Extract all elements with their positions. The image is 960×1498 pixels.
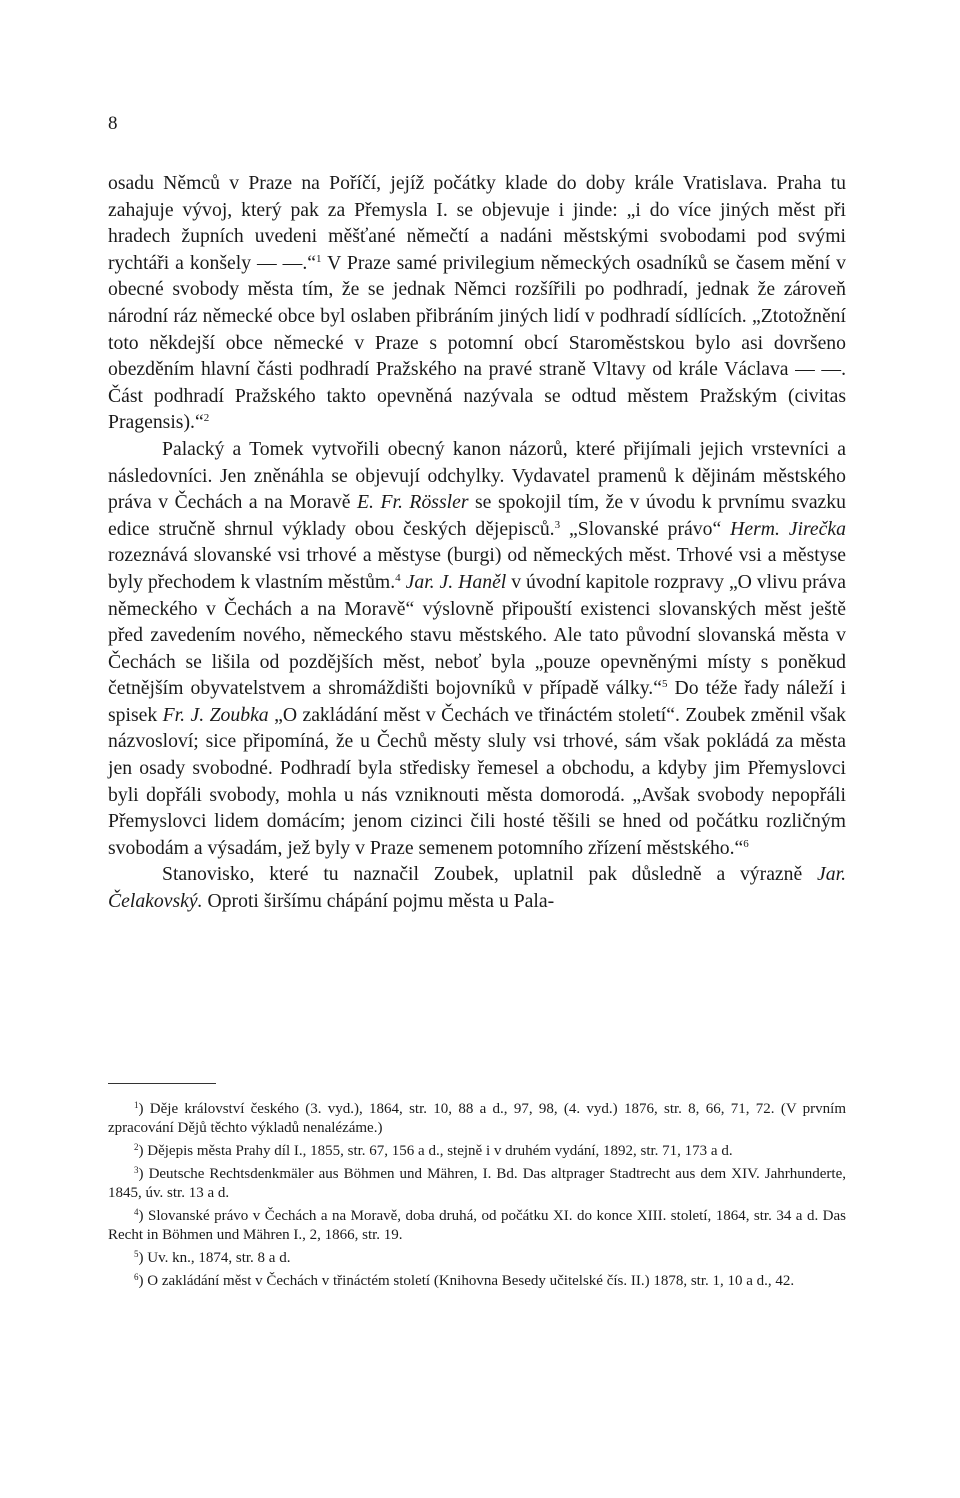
footnote-text: Uv. kn., 1874, str. 8 a d. — [147, 1250, 291, 1266]
footnote-mark: 6 — [134, 1272, 139, 1282]
footnote — [108, 1207, 846, 1245]
paragraph — [108, 436, 846, 862]
author-name: Jar. J. Haněl — [405, 570, 507, 593]
footnote-text: Slovanské právo v Čechách a na Moravě, doba druhá, od počátku XI. do konce XIII. století, 1864, str. 34 a d. Das Recht in Böhmen und Mähren I., 2, 1866, str. 19. — [108, 1208, 846, 1243]
footnote-reference: 5 — [661, 678, 668, 691]
footnote-mark: 4 — [134, 1207, 139, 1217]
page-number: 8 — [108, 113, 118, 134]
footnote-reference: 4 — [395, 571, 401, 584]
footnote-mark: 1 — [134, 1100, 139, 1110]
footnote — [108, 1100, 846, 1138]
text-run: „Slovanské právo“ — [560, 517, 731, 540]
text-run: Palacký a Tomek vytvořili obecný kanon názorů, které přijímali jejich vrstevníci a následovníci. Jen zněnáhla se objevují odchylky. Vydavatel pramenů k dějinám městského práva v Čechách a na Moravě — [108, 437, 846, 514]
text-run: Stanovisko, které tu naznačil Zoubek, uplatnil pak důsledně a výrazně — [162, 863, 818, 886]
body-text — [108, 170, 846, 915]
author-name: Herm. Jirečka — [730, 517, 846, 540]
footnote-reference: 2 — [203, 412, 210, 425]
text-run: V Praze samé privilegium německých osadníků se časem mění v obecné svobody města tím, že se jednak Němci rozšířili po podhradí, jednak že zároveň národní ráz německé obce byl oslaben přibráním jiných lidí v podhradí sídlících. „Ztotožnění toto někdejší obce německé v Praze s potomní obcí Staroměstskou bylo asi dovršeno obezděním hlavní části podhradí Pražského na pravé straně Vltavy od krále Václava — —. Část podhradí Pražského takto opevněná nazývala se odtud městem Pražským (civitas Pragensis).“ — [108, 251, 847, 434]
footnote-mark-paren: ) — [138, 1101, 150, 1117]
footnote — [108, 1272, 846, 1291]
footnote-mark: 2 — [134, 1142, 139, 1152]
text-run: Do téže řady náleží i spisek — [108, 677, 847, 726]
footnote-text: O zakládání měst v Čechách v třináctém století (Knihovna Besedy učitelské čís. II.) 1878, str. 1, 10 a d., 42. — [147, 1273, 795, 1289]
footnote — [108, 1142, 846, 1161]
footnote — [108, 1249, 846, 1268]
text-run: rozeznává slovanské vsi trhové a městyse (burgi) od německých měst. Trhové vsi a městyse byly přechodem k vlastním městům. — [108, 544, 846, 593]
footnote-mark-paren: ) — [138, 1208, 148, 1224]
footnotes — [108, 1100, 846, 1295]
footnote-mark: 5 — [134, 1249, 139, 1259]
author-name: Fr. J. Zoubka — [162, 703, 269, 726]
footnote-mark-paren: ) — [138, 1143, 148, 1159]
footnote-text: Děje království českého (3. vyd.), 1864, str. 10, 88 a d., 97, 98, (4. vyd.) 1876, str. 8, 66, 71, 72. (V prvním zpracování Dějů těchto výkladů nenalézáme.) — [108, 1101, 846, 1136]
footnote-mark: 3 — [134, 1165, 139, 1175]
author-name: Jar. Čelakovský. — [108, 863, 846, 913]
paragraph — [108, 861, 846, 914]
text-run: v úvodní kapitole rozpravy „O vlivu práva německého v Čechách a na Moravě“ výslovně připouští existenci slovanských měst ještě před zavedením nového, německého stavu městského. Ale tato původní slovanská města v Čechách se lišila od pozdějších měst, neboť byla „pouze opevněnými místy s poněkud četnějším obyvatelstvem a shromáždišti bojovníků v případě války.“ — [108, 570, 846, 700]
footnote-reference: 3 — [554, 518, 561, 531]
footnote-separator — [108, 1083, 216, 1084]
text-run: se spokojil tím, že v úvodu k prvnímu svazku edice stručně shrnul výklady obou českých dějepisců. — [108, 491, 846, 540]
footnote-mark-paren: ) — [138, 1273, 148, 1289]
text-run: „O zakládání měst v Čechách ve třináctém století“. Zoubek změnil však názvosloví; sice připomíná, že u Čechů městy sluly vsi trhové, sám však pokládá za města jen osady svobodné. Podhradí byla středisky řemesel a obchodu, a kdyby jim Přemyslovci byli dopřáli svobody, mohla u nás vzniknouti města domorodá. „Avšak svobody nepopřáli Přemyslovci lidem domácím; jenom cizinci čili hosté těšili se hned od počátku rozličným svobodám a výsadám, jež byly v Praze semenem potomního zřízení městského.“ — [108, 703, 847, 859]
footnote-text: Dějepis města Prahy díl I., 1855, str. 67, 156 a d., stejně i v druhém vydání, 1892, str. 71, 173 a d. — [147, 1143, 733, 1159]
footnote-mark-paren: ) — [138, 1166, 149, 1182]
text-run: Oproti širšímu chápání pojmu města u Pala- — [202, 890, 555, 913]
footnote-reference: 6 — [743, 837, 749, 850]
footnote-reference: 1 — [316, 252, 322, 265]
footnote-mark-paren: ) — [138, 1250, 148, 1266]
footnote — [108, 1165, 846, 1203]
paragraph — [108, 170, 846, 436]
text-run: osadu Němců v Praze na Poříčí, jejíž počátky klade do doby krále Vratislava. Praha tu zahajuje vývoj, který pak za Přemysla I. se objevuje i jinde: „i do více jiných měst při hradech župních uvedeni měšťané němečtí a nadáni městskými svobodami pod svými rychtáři a konšely — —.“ — [108, 172, 846, 274]
footnote-text: Deutsche Rechtsdenkmäler aus Böhmen und Mähren, I. Bd. Das altprager Stadtrecht aus dem XIV. Jahrhunderte, 1845, úv. str. 13 a d. — [108, 1166, 846, 1201]
author-name: E. Fr. Rössler — [357, 491, 469, 514]
